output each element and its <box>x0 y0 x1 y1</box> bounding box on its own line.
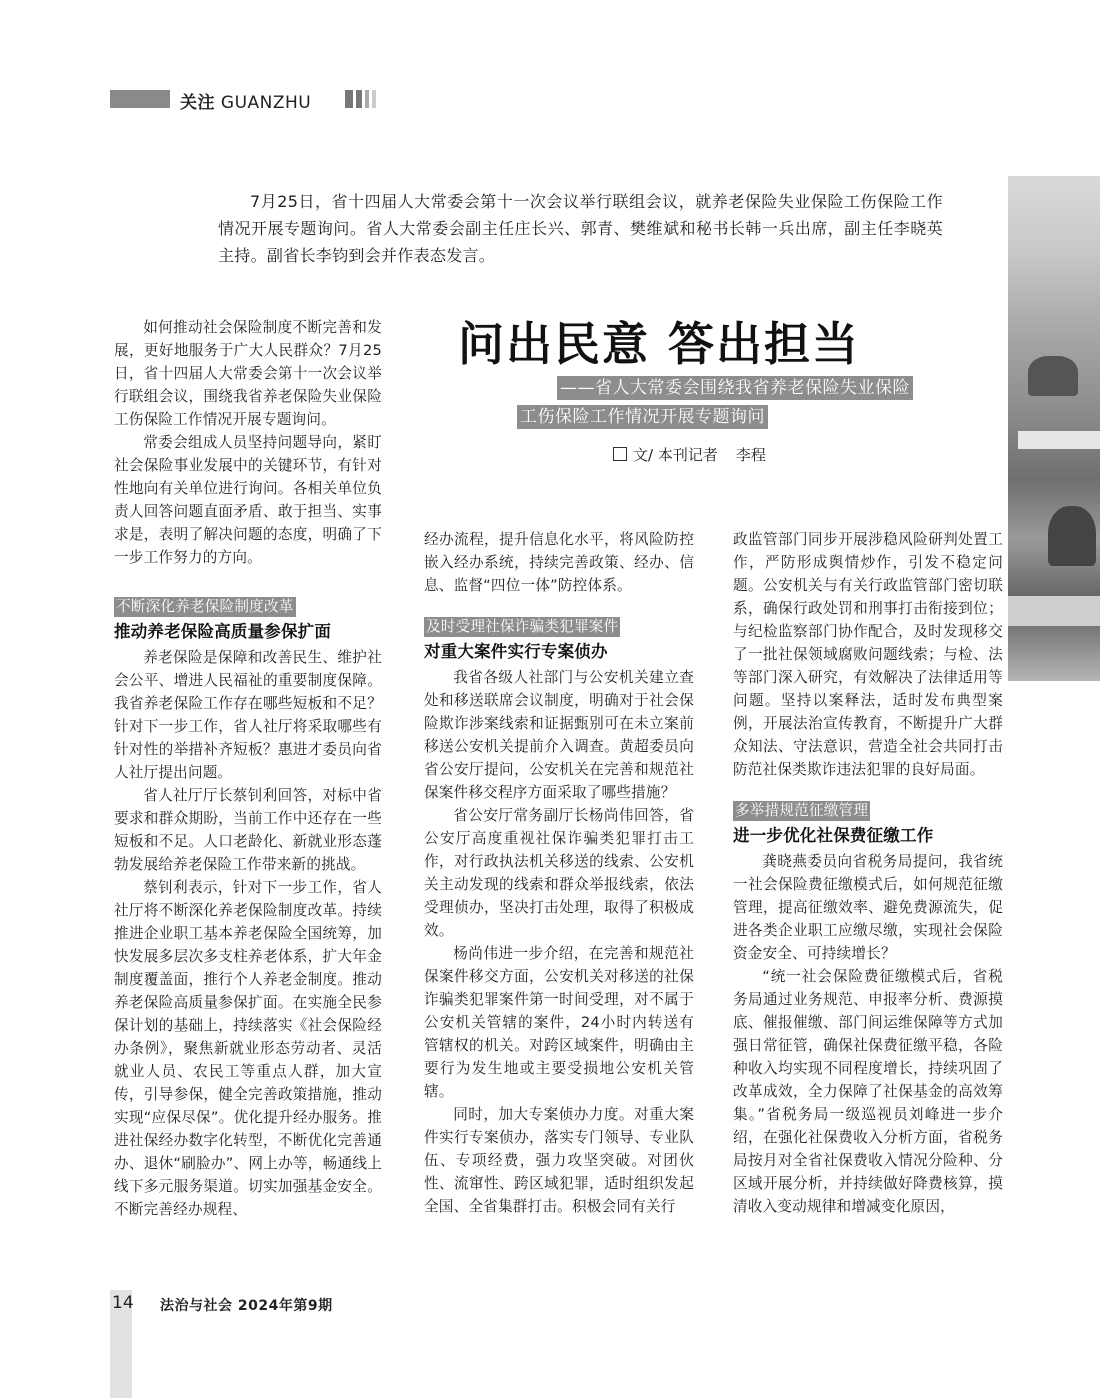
column-1-section <box>114 595 382 1221</box>
paragraph: 省人社厅厅长蔡钊利回答，对标中省要求和群众期盼，当前工作中还存在一些短板和不足。人口老龄化、新就业形态蓬勃发展给养老保险工作带来新的挑战。 <box>114 787 382 873</box>
paragraph: 杨尚伟进一步介绍，在完善和规范社保案件移交方面，公安机关对移送的社保诈骗类犯罪案件第一时间受理，对不属于公安机关管辖的案件，24小时内转送有管辖权的机关。对跨区域案件，明确由主要行为发生地或主要受损地公安机关管辖。 <box>424 945 694 1100</box>
section-2-tag: 及时受理社保诈骗类犯罪案件 <box>426 618 619 635</box>
paragraph: 我省各级人社部门与公安机关建立查处和移送联席会议制度，明确对于社会保险欺诈涉案线索和证据甄别可在未立案前移送公安机关提前介入调查。黄超委员向省公安厅提问，公安机关在完善和规范社保案件移交程序方面采取了哪些措施？ <box>424 669 694 801</box>
section-3-tag: 多举措规范征缴管理 <box>735 802 869 819</box>
column-3 <box>733 528 1003 1218</box>
section-1-tag: 不断深化养老保险制度改革 <box>116 598 294 615</box>
intro-paragraph: 7月25日，省十四届人大常委会第十一次会议举行联组会议，就养老保险失业保险工伤保险工作情况开展专题询问。省人大常委会副主任庄长兴、郭青、樊维斌和秘书长韩一兵出席，副主任李晓英主持。副省长李钧到会并作表态发言。 <box>218 192 943 265</box>
byline-box-icon <box>613 447 627 461</box>
column-1-intro <box>114 316 382 569</box>
article-subtitle-line1: ——省人大常委会围绕我省养老保险失业保险 <box>557 376 913 400</box>
paragraph: 蔡钊利表示，针对下一步工作，省人社厅将不断深化养老保险制度改革。持续推进企业职工基本养老保险全国统筹，加快发展多层次多支柱养老体系，扩大年金制度覆盖面，推行个人养老金制度。推动养老保险高质量参保扩面。在实施全民参保计划的基础上，持续落实《社会保险经办条例》，聚焦新就业形态劳动者、灵活就业人员、农民工等重点人群，加大宣传，引导参保，健全完善政策措施，推动实现“应保尽保”。优化提升经办服务。推进社保经办数字化转型，不断优化完善通办、退休“刷脸办”、网上办等，畅通线上线下多元服务渠道。切实加强基金安全。不断完善经办规程、 <box>114 879 382 1218</box>
section-header <box>180 88 311 113</box>
byline <box>613 444 766 465</box>
paragraph: 养老保险是保障和改善民生、维护社会公平、增进人民福祉的重要制度保障。我省养老保险工作存在哪些短板和不足？针对下一步工作，省人社厅将采取哪些有针对性的举措补齐短板？惠进才委员向省人社厅提出问题。 <box>114 649 382 781</box>
section-3-heading: 进一步优化社保费征缴工作 <box>733 826 934 845</box>
section-header-cn: 关注 <box>180 93 215 113</box>
article-title: 问出民意 答出担当 <box>458 317 861 371</box>
meeting-photo <box>1008 176 1100 681</box>
paragraph: 政监管部门同步开展涉稳风险研判处置工作，严防形成舆情炒作，引发不稳定问题。公安机关与有关行政监管部门密切联系，确保行政处罚和刑事打击衔接到位；与纪检监察部门协作配合，及时发现移交了一批社保领域腐败问题线索；与检、法等部门深入研究，有效解决了法律适用等问题。坚持以案释法，适时发布典型案例，开展法治宣传教育，不断提升广大群众知法、守法意识，营造全社会共同打击防范社保类欺诈违法犯罪的良好局面。 <box>733 531 1003 778</box>
article-subtitle-line2: 工伤保险工作情况开展专题询问 <box>517 405 768 429</box>
section-1-heading: 推动养老保险高质量参保扩面 <box>114 622 332 641</box>
paragraph: 同时，加大专案侦办力度。对重大案件实行专案侦办，落实专门领导、专业队伍、专项经费，强力攻坚突破。对团伙性、流窜性、跨区域犯罪，适时组织发起全国、全省集群打击。积极会同有关行 <box>424 1106 694 1215</box>
paragraph: 常委会组成人员坚持问题导向，紧盯社会保险事业发展中的关键环节，有针对性地向有关单位进行询问。各相关单位负责人回答问题直面矛盾、敢于担当、实事求是，表明了解决问题的态度，明确了下一步工作努力的方向。 <box>114 434 382 566</box>
byline-prefix: 文/ 本刊记者 <box>633 446 718 464</box>
header-ticks-decoration <box>345 90 376 108</box>
paragraph: “统一社会保险费征缴模式后，省税务局通过业务规范、申报率分析、费源摸底、催报催缴、部门间运维保障等方式加强日常征管，确保社保费征缴平稳，各险种收入均实现不同程度增长，持续巩固了改革成效，全力保障了社保基金的高效筹集。”省税务局一级巡视员刘峰进一步介绍，在强化社保费收入分析方面，省税务局按月对全省社保费收入情况分险种、分区域开展分析，并持续做好降费核算，摸清收入变动规律和增减变化原因， <box>733 968 1003 1215</box>
paragraph: 省公安厅常务副厅长杨尚伟回答，省公安厅高度重视社保诈骗类犯罪打击工作，对行政执法机关移送的线索、公安机关主动发现的线索和群众举报线索，依法受理侦办，坚决打击处理，取得了积极成效。 <box>424 807 694 939</box>
paragraph: 经办流程，提升信息化水平，将风险防控嵌入经办系统，持续完善政策、经办、信息、监督“四位一体”防控体系。 <box>424 531 694 594</box>
publication-name: 法治与社会 2024年第9期 <box>160 1298 333 1314</box>
section-2-heading: 对重大案件实行专案侦办 <box>424 642 608 661</box>
paragraph: 如何推动社会保险制度不断完善和发展，更好地服务于广大人民群众？7月25日，省十四届人大常委会第十一次会议举行联组会议，围绕我省养老保险失业保险工伤保险工作情况开展专题询问。 <box>114 319 382 428</box>
page-number: 14 <box>112 1293 134 1313</box>
column-2 <box>424 528 694 1218</box>
section-header-en: GUANZHU <box>220 93 312 113</box>
byline-author: 李程 <box>735 446 766 464</box>
paragraph: 龚晓燕委员向省税务局提问，我省统一社会保险费征缴模式后，如何规范征缴管理，提高征缴效率、避免费源流失，促进各类企业职工应缴尽缴，实现社会保险资金安全、可持续增长？ <box>733 853 1003 962</box>
header-bar-decoration <box>110 90 170 108</box>
